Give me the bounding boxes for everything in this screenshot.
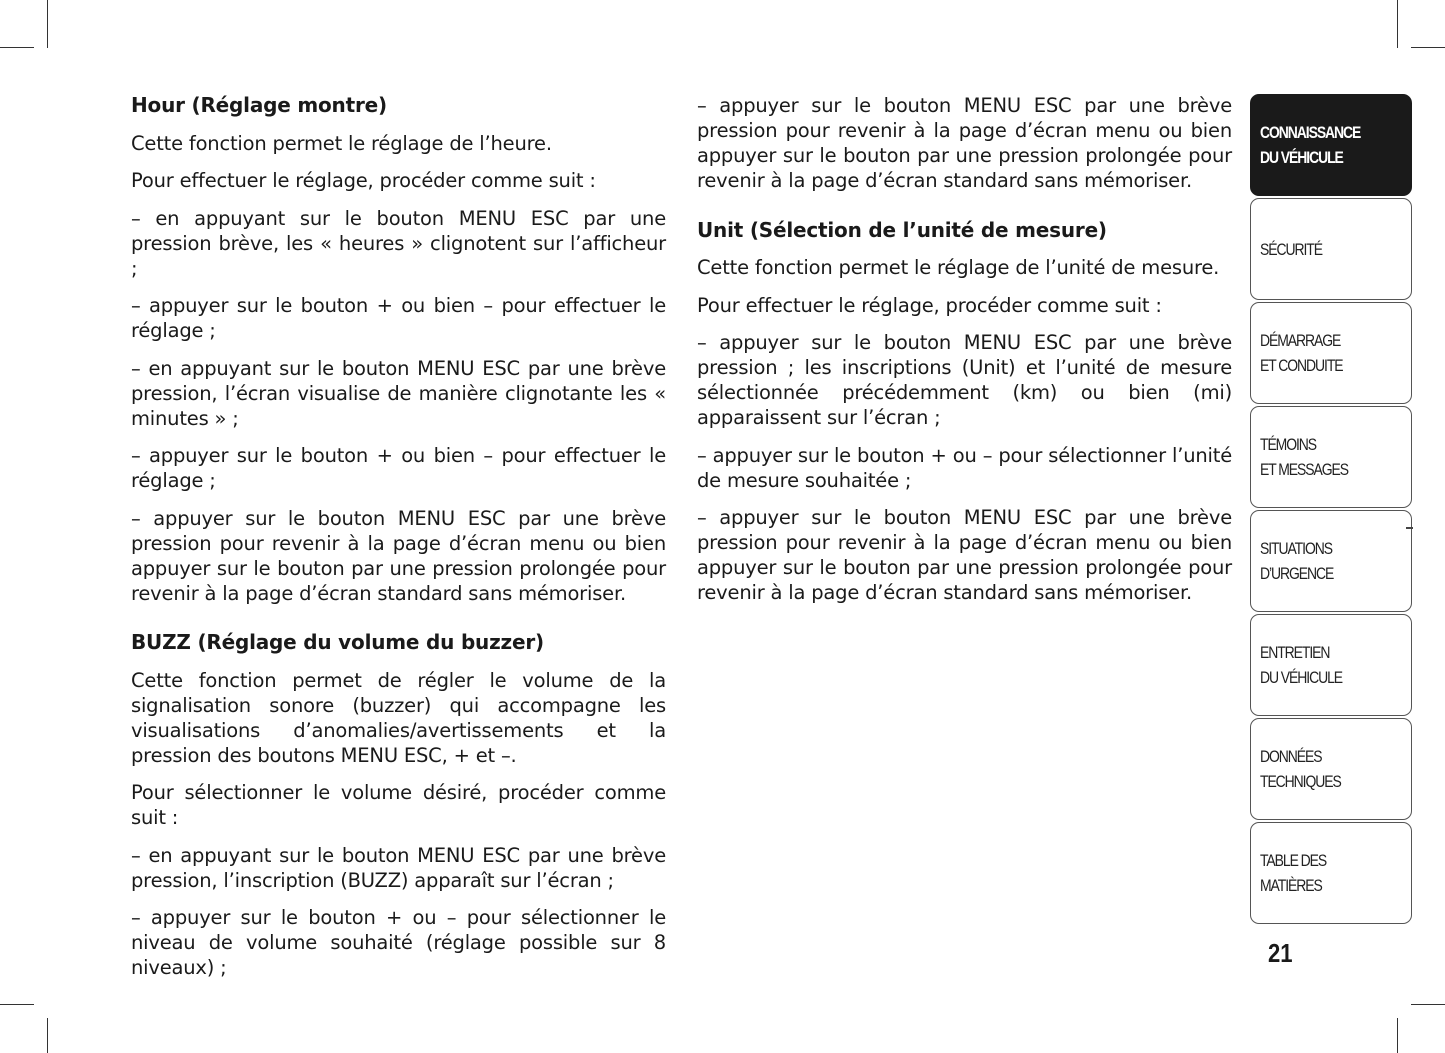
tab-temoins-et-messages[interactable]: TÉMOINS ET MESSAGES — [1250, 406, 1412, 508]
crop-mark — [1397, 1018, 1398, 1053]
tab-donnees-techniques[interactable]: DONNÉES TECHNIQUES — [1250, 718, 1412, 820]
paragraph: Pour effectuer le réglage, procéder comme suit : — [697, 293, 1162, 317]
paragraph: Cette fonction permet de régler le volume de la signalisation sonore (buzzer) qui accompagne les visualisations d’anomalies/avertissements et la pression des boutons MENU ESC, + et –. — [131, 668, 666, 767]
paragraph: – appuyer sur le bouton + ou bien – pour effectuer le réglage ; — [131, 294, 666, 342]
crop-mark — [0, 47, 34, 48]
chapter-tabs — [1250, 94, 1412, 926]
paragraph: – appuyer sur le bouton + ou bien – pour effectuer le réglage ; — [131, 444, 666, 492]
paragraph: – appuyer sur le bouton MENU ESC par une brève pression ; les inscriptions (Unit) et l’unité de mesure sélectionnée précédemment (km) ou bien (mi) apparaissent sur l’écran ; — [697, 331, 1232, 429]
hour-heading: Hour (Réglage montre) — [131, 93, 387, 117]
buzz-heading: BUZZ (Réglage du volume du buzzer) — [131, 630, 544, 654]
left-column — [131, 93, 666, 993]
crop-mark — [47, 1018, 48, 1053]
crop-mark — [1397, 0, 1398, 48]
crop-mark — [1411, 1004, 1445, 1005]
paragraph: – en appuyant sur le bouton MENU ESC par une brève pression, l’inscription (BUZZ) apparaît sur l’écran ; — [131, 843, 666, 892]
tab-situations-d-urgence[interactable]: SITUATIONS D’URGENCE — [1250, 510, 1412, 612]
paragraph: Cette fonction permet le réglage de l’heure. — [131, 131, 552, 155]
unit-heading: Unit (Sélection de l’unité de mesure) — [697, 217, 1107, 242]
paragraph: – en appuyant sur le bouton MENU ESC par une pression brève, les « heures » clignotent sur l’afficheur ; — [131, 206, 666, 280]
tab-table-des-matieres[interactable]: TABLE DES MATIÈRES — [1250, 822, 1412, 924]
paragraph: – appuyer sur le bouton MENU ESC par une brève pression pour revenir à la page d’écran menu ou bien appuyer sur le bouton par une pression prolongée pour revenir à la page d’écran standard sans mémoriser. — [697, 94, 1232, 192]
paragraph: – appuyer sur le bouton + ou – pour sélectionner l’unité de mesure souhaitée ; — [697, 443, 1232, 492]
tab-connaissance-du-vehicule[interactable]: CONNAISSANCE DU VÉHICULE — [1250, 94, 1412, 196]
tab-securite[interactable]: SÉCURITÉ — [1250, 198, 1412, 300]
tab-tick-mark — [1406, 527, 1413, 529]
tab-demarrage-et-conduite[interactable]: DÉMARRAGE ET CONDUITE — [1250, 302, 1412, 404]
paragraph: – appuyer sur le bouton MENU ESC par une brève pression pour revenir à la page d’écran menu ou bien appuyer sur le bouton par une pression prolongée pour revenir à la page d’écran standard sans mémoriser. — [697, 506, 1232, 604]
paragraph: Pour sélectionner le volume désiré, procéder comme suit : — [131, 781, 666, 829]
crop-mark — [0, 1004, 34, 1005]
right-column — [697, 93, 1232, 618]
crop-mark — [1411, 47, 1445, 48]
paragraph: Pour effectuer le réglage, procéder comme suit : — [131, 169, 596, 192]
paragraph: – appuyer sur le bouton + ou – pour sélectionner le niveau de volume souhaité (réglage possible sur 8 niveaux) ; — [131, 906, 666, 979]
page-number: 21 — [1268, 938, 1293, 968]
tab-entretien-du-vehicule[interactable]: ENTRETIEN DU VÉHICULE — [1250, 614, 1412, 716]
paragraph: Cette fonction permet le réglage de l’unité de mesure. — [697, 256, 1220, 279]
paragraph: – en appuyant sur le bouton MENU ESC par une brève pression, l’écran visualise de manière clignotante les « minutes » ; — [131, 356, 666, 430]
paragraph: – appuyer sur le bouton MENU ESC par une brève pression pour revenir à la page d’écran menu ou bien appuyer sur le bouton par une pression prolongée pour revenir à la page d’écran standard sans mémoriser. — [131, 506, 666, 605]
crop-mark — [47, 0, 48, 48]
